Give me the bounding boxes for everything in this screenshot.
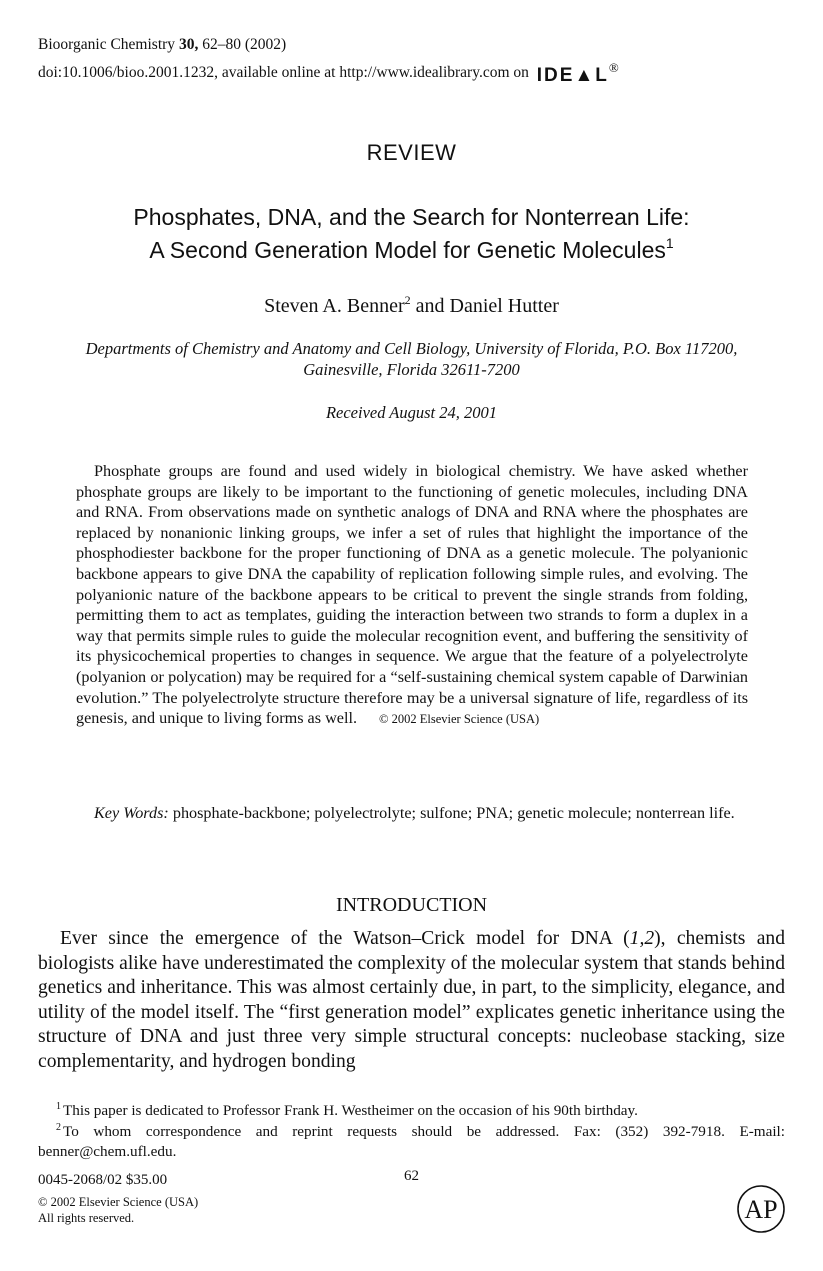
keywords-text: phosphate-backbone; polyelectrolyte; sulfone; PNA; genetic molecule; nonterrean life. — [172, 804, 735, 822]
introduction-heading: INTRODUCTION — [335, 894, 488, 916]
footnote-2-text: To whom correspondence and reprint requests should be addressed. Fax: (352) 392-7918. E-mail: benner@chem.ufl.edu. — [38, 1123, 785, 1160]
doi-line — [38, 57, 619, 88]
abstract-text: Phosphate groups are found and used widely in biological chemistry. We have asked whether phosphate groups are likely to be important to the functioning of genetic molecules, including DNA and RNA. From observations made on synthetic analogs of DNA and RNA where the phosphates are replaced by nonanionic linking groups, we infer a set of rules that highlight the importance of the phosphodiester backbone for the proper functioning of DNA as a genetic molecule. The polyanionic backbone appears to give DNA the capability of replication following simple rules, and evolving. The polyanionic nature of the backbone appears to be critical to prevent the single strands from folding, permitting them to act as templates, guiding the interaction between two strands to form a duplex in a way that permits simple rules to guide the molecular recognition event, and buffering the sensitivity of its physicochemical properties to changes in sequence. We argue that the feature of a polyelectrolyte (polyanion or polycation) may be required for a “self-sustaining chemical system capable of Darwinian evolution.” The polyelectrolyte structure therefore may be a universal signature of life, regardless of its genesis, and unique to living forms as well. — [76, 462, 748, 728]
footnote-2 — [38, 1122, 785, 1162]
affiliation-line-2: Gainesville, Florida 32611-7200 — [303, 360, 520, 379]
journal-citation — [38, 34, 286, 56]
ideal-logo — [537, 57, 619, 88]
journal-volume: 30, — [178, 36, 199, 53]
registered-mark: ® — [608, 60, 619, 75]
footnote-2-number: 2 — [56, 1122, 61, 1133]
author-connector: and — [415, 295, 445, 317]
author-list — [0, 295, 823, 318]
footnote-1-number: 1 — [56, 1101, 61, 1112]
keywords-label: Key Words: — [94, 804, 169, 822]
journal-name: Bioorganic Chemistry — [38, 36, 176, 53]
journal-pages-year: 62–80 (2002) — [202, 36, 287, 53]
title-line-2-text: A Second Generation Model for Genetic Molecules — [149, 237, 666, 263]
title-line-1: Phosphates, DNA, and the Search for Nonterrean Life: — [133, 204, 690, 230]
footer-copyright: © 2002 Elsevier Science (USA) — [38, 1195, 199, 1209]
author-footnote-ref: 2 — [404, 293, 411, 307]
footnote-1-text: This paper is dedicated to Professor Frank H. Westheimer on the occasion of his 90th birthday. — [63, 1102, 638, 1119]
intro-text-start: Ever since the emergence of the Watson–Crick model for DNA ( — [60, 928, 630, 949]
citation-refs: 1,2 — [629, 928, 655, 949]
page-number: 62 — [404, 1168, 419, 1184]
ap-logo-icon — [736, 1184, 786, 1234]
affiliation — [0, 338, 823, 380]
title-footnote-ref: 1 — [665, 235, 674, 251]
title-line-2 — [0, 234, 823, 267]
abstract-copyright: © 2002 Elsevier Science (USA) — [379, 712, 540, 727]
intro-text-rest: ), chemists and biologists alike have underestimated the complexity of the molecular system that stands behind genetics and inheritance. This was almost certainly due, in part, to the simplicity, elegance, and utility of the model itself. The “first generation model” explicates genetic inheritance using the structure of DNA and just three very simple structural concepts: nucleobase stacking, size complementarity, and hydrogen bonding — [38, 928, 785, 1072]
issn-price: 0045-2068/02 $35.00 — [38, 1172, 168, 1188]
doi-text: doi:10.1006/bioo.2001.1232, available online at http://www.idealibrary.com on — [38, 64, 529, 81]
author-benner: Steven A. Benner — [264, 295, 405, 317]
ap-logo-letters: AP — [744, 1195, 778, 1224]
affiliation-line-1: Departments of Chemistry and Anatomy and Cell Biology, University of Florida, P.O. Box 117200, — [85, 339, 738, 358]
academic-press-logo — [736, 1184, 786, 1239]
ideal-logo-text: IDE▲L — [536, 65, 609, 86]
introduction-paragraph — [38, 927, 785, 1075]
abstract — [76, 461, 748, 730]
section-label: REVIEW — [366, 140, 457, 165]
article-title — [0, 201, 823, 267]
received-date: Received August 24, 2001 — [325, 403, 498, 422]
keywords — [76, 803, 748, 824]
footnote-1 — [38, 1101, 785, 1121]
author-hutter: Daniel Hutter — [449, 295, 559, 317]
footer-rights: All rights reserved. — [38, 1211, 135, 1225]
